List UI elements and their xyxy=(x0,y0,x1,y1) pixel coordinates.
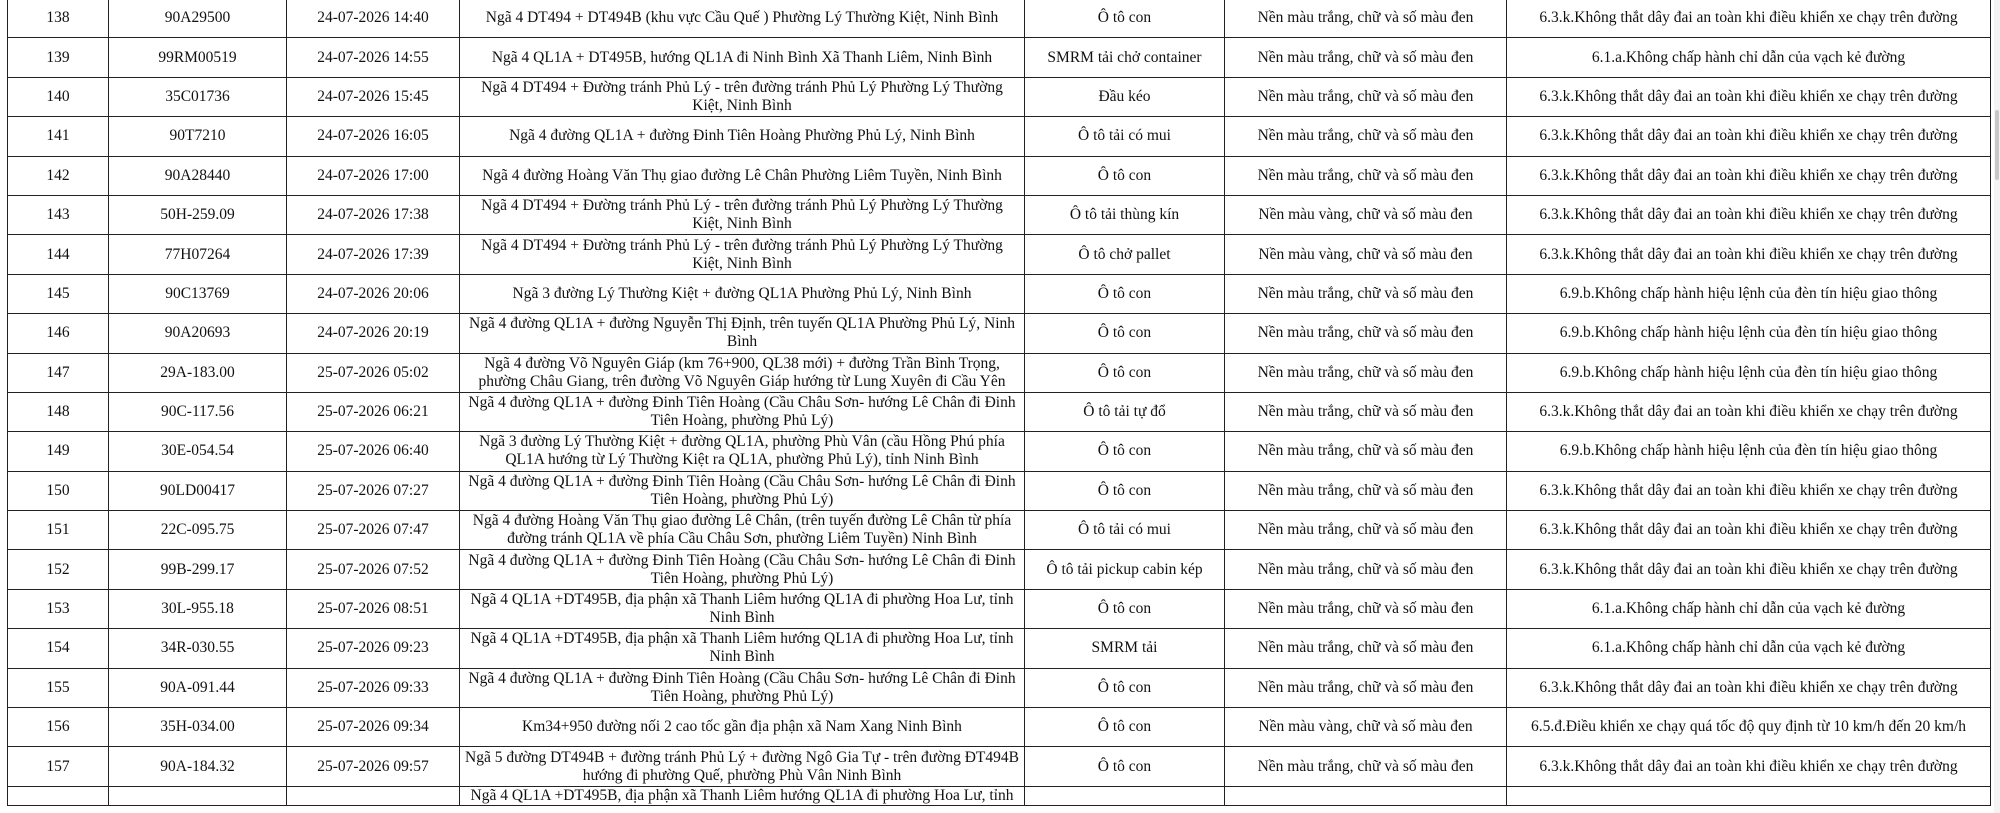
location-cell: Ngã 4 đường Hoàng Văn Thụ giao đường Lê Chân Phường Liêm Tuyền, Ninh Bình xyxy=(460,156,1025,195)
violation-cell: 6.9.b.Không chấp hành hiệu lệnh của đèn tín hiệu giao thông xyxy=(1507,314,1991,353)
violation-time-cell: 24-07-2026 20:06 xyxy=(287,274,460,313)
table-row xyxy=(8,195,1991,234)
license-plate-cell: 90C-117.56 xyxy=(109,392,287,431)
plate-color-cell: Nền màu trắng, chữ và số màu đen xyxy=(1225,314,1507,353)
vehicle-type-cell: Đầu kéo xyxy=(1025,77,1225,116)
table-row xyxy=(8,471,1991,510)
vehicle-type-cell: Ô tô con xyxy=(1025,353,1225,392)
location-cell: Ngã 3 đường Lý Thường Kiệt + đường QL1A, phường Phù Vân (cầu Hồng Phú phía QL1A hướng từ Lý Thường Kiệt ra QL1A, phường Phủ Lý), tỉnh Ninh Bình xyxy=(460,432,1025,471)
table-row-partial xyxy=(8,786,1991,805)
table-row xyxy=(8,432,1991,471)
vehicle-type-cell: SMRM tải chở container xyxy=(1025,38,1225,77)
plate-color-cell: Nền màu trắng, chữ và số màu đen xyxy=(1225,432,1507,471)
violation-time-cell: 25-07-2026 08:51 xyxy=(287,589,460,628)
vehicle-type-cell xyxy=(1025,786,1225,805)
violation-cell: 6.3.k.Không thắt dây đai an toàn khi điều khiển xe chạy trên đường xyxy=(1507,668,1991,707)
violation-time-cell: 24-07-2026 17:00 xyxy=(287,156,460,195)
location-cell: Ngã 4 đường QL1A + đường Đinh Tiên Hoàng Phường Phủ Lý, Ninh Bình xyxy=(460,117,1025,156)
violation-time-cell: 24-07-2026 15:45 xyxy=(287,77,460,116)
violation-time-cell: 25-07-2026 09:34 xyxy=(287,708,460,747)
violation-time-cell: 24-07-2026 20:19 xyxy=(287,314,460,353)
vehicle-type-cell: Ô tô con xyxy=(1025,747,1225,786)
violation-time-cell: 25-07-2026 09:23 xyxy=(287,629,460,668)
table-row xyxy=(8,668,1991,707)
license-plate-cell: 34R-030.55 xyxy=(109,629,287,668)
violation-cell: 6.3.k.Không thắt dây đai an toàn khi điều khiển xe chạy trên đường xyxy=(1507,156,1991,195)
license-plate-cell: 90A29500 xyxy=(109,0,287,38)
license-plate-cell: 29A-183.00 xyxy=(109,353,287,392)
table-row xyxy=(8,392,1991,431)
location-cell: Ngã 4 đường QL1A + đường Đinh Tiên Hoàng (Cầu Châu Sơn- hướng Lê Chân đi Đinh Tiên Hoàng, phường Phủ Lý) xyxy=(460,392,1025,431)
violation-cell: 6.3.k.Không thắt dây đai an toàn khi điều khiển xe chạy trên đường xyxy=(1507,235,1991,274)
plate-color-cell: Nền màu trắng, chữ và số màu đen xyxy=(1225,747,1507,786)
plate-color-cell: Nền màu vàng, chữ và số màu đen xyxy=(1225,195,1507,234)
vehicle-type-cell: Ô tô chở pallet xyxy=(1025,235,1225,274)
plate-color-cell: Nền màu trắng, chữ và số màu đen xyxy=(1225,629,1507,668)
plate-color-cell: Nền màu trắng, chữ và số màu đen xyxy=(1225,274,1507,313)
vehicle-type-cell: Ô tô tải thùng kín xyxy=(1025,195,1225,234)
vehicle-type-cell: Ô tô con xyxy=(1025,314,1225,353)
license-plate-cell: 30L-955.18 xyxy=(109,589,287,628)
license-plate-cell: 90T7210 xyxy=(109,117,287,156)
plate-color-cell xyxy=(1225,786,1507,805)
row-number-cell: 140 xyxy=(8,77,109,116)
location-cell: Ngã 4 DT494 + DT494B (khu vực Cầu Quế ) Phường Lý Thường Kiệt, Ninh Bình xyxy=(460,0,1025,38)
vehicle-type-cell: Ô tô con xyxy=(1025,0,1225,38)
location-cell: Ngã 4 đường QL1A + đường Nguyễn Thị Định, trên tuyến QL1A Phường Phủ Lý, Ninh Bình xyxy=(460,314,1025,353)
plate-color-cell: Nền màu trắng, chữ và số màu đen xyxy=(1225,353,1507,392)
vehicle-type-cell: Ô tô tải pickup cabin kép xyxy=(1025,550,1225,589)
license-plate-cell: 90A-091.44 xyxy=(109,668,287,707)
violation-cell: 6.3.k.Không thắt dây đai an toàn khi điều khiển xe chạy trên đường xyxy=(1507,195,1991,234)
row-number-cell: 152 xyxy=(8,550,109,589)
row-number-cell: 146 xyxy=(8,314,109,353)
violation-cell: 6.1.a.Không chấp hành chỉ dẫn của vạch kẻ đường xyxy=(1507,38,1991,77)
vehicle-type-cell: Ô tô tải có mui xyxy=(1025,117,1225,156)
table-row xyxy=(8,235,1991,274)
table-row xyxy=(8,629,1991,668)
scrollbar-thumb[interactable] xyxy=(1995,110,1999,180)
license-plate-cell: 50H-259.09 xyxy=(109,195,287,234)
violation-cell: 6.3.k.Không thắt dây đai an toàn khi điều khiển xe chạy trên đường xyxy=(1507,117,1991,156)
row-number-cell: 157 xyxy=(8,747,109,786)
violation-time-cell: 25-07-2026 09:33 xyxy=(287,668,460,707)
violation-time-cell: 25-07-2026 07:52 xyxy=(287,550,460,589)
violation-time-cell: 24-07-2026 14:55 xyxy=(287,38,460,77)
plate-color-cell: Nền màu trắng, chữ và số màu đen xyxy=(1225,668,1507,707)
violation-cell: 6.3.k.Không thắt dây đai an toàn khi điều khiển xe chạy trên đường xyxy=(1507,392,1991,431)
violation-table-body xyxy=(8,0,1991,805)
table-row xyxy=(8,0,1991,38)
violation-cell: 6.3.k.Không thắt dây đai an toàn khi điều khiển xe chạy trên đường xyxy=(1507,747,1991,786)
plate-color-cell: Nền màu vàng, chữ và số màu đen xyxy=(1225,708,1507,747)
location-cell: Ngã 4 đường Hoàng Văn Thụ giao đường Lê Chân, (trên tuyến đường Lê Chân từ phía đường tránh QL1A về phía Cầu Châu Sơn, phường Liêm Tuyền) Ninh Bình xyxy=(460,511,1025,550)
plate-color-cell: Nền màu vàng, chữ và số màu đen xyxy=(1225,235,1507,274)
violation-cell: 6.3.k.Không thắt dây đai an toàn khi điều khiển xe chạy trên đường xyxy=(1507,471,1991,510)
location-cell: Km34+950 đường nối 2 cao tốc gần địa phận xã Nam Xang Ninh Bình xyxy=(460,708,1025,747)
row-number-cell: 150 xyxy=(8,471,109,510)
row-number-cell: 156 xyxy=(8,708,109,747)
violation-time-cell: 25-07-2026 07:27 xyxy=(287,471,460,510)
row-number-cell: 148 xyxy=(8,392,109,431)
license-plate-cell: 90A-184.32 xyxy=(109,747,287,786)
table-row xyxy=(8,747,1991,786)
vehicle-type-cell: Ô tô tải tự đổ xyxy=(1025,392,1225,431)
license-plate-cell: 90A20693 xyxy=(109,314,287,353)
row-number-cell: 138 xyxy=(8,0,109,38)
vehicle-type-cell: SMRM tải xyxy=(1025,629,1225,668)
location-cell: Ngã 4 đường QL1A + đường Đinh Tiên Hoàng (Cầu Châu Sơn- hướng Lê Chân đi Đinh Tiên Hoàng, phường Phủ Lý) xyxy=(460,550,1025,589)
plate-color-cell: Nền màu trắng, chữ và số màu đen xyxy=(1225,38,1507,77)
violation-time-cell: 24-07-2026 17:39 xyxy=(287,235,460,274)
row-number-cell: 142 xyxy=(8,156,109,195)
vehicle-type-cell: Ô tô con xyxy=(1025,274,1225,313)
violation-table-container xyxy=(7,0,1991,806)
license-plate-cell xyxy=(109,786,287,805)
plate-color-cell: Nền màu trắng, chữ và số màu đen xyxy=(1225,589,1507,628)
license-plate-cell: 35H-034.00 xyxy=(109,708,287,747)
plate-color-cell: Nền màu trắng, chữ và số màu đen xyxy=(1225,511,1507,550)
violation-cell: 6.9.b.Không chấp hành hiệu lệnh của đèn tín hiệu giao thông xyxy=(1507,353,1991,392)
row-number-cell: 143 xyxy=(8,195,109,234)
license-plate-cell: 99B-299.17 xyxy=(109,550,287,589)
vehicle-type-cell: Ô tô con xyxy=(1025,156,1225,195)
row-number-cell: 147 xyxy=(8,353,109,392)
license-plate-cell: 35C01736 xyxy=(109,77,287,116)
vehicle-type-cell: Ô tô con xyxy=(1025,432,1225,471)
violation-cell: 6.9.b.Không chấp hành hiệu lệnh của đèn tín hiệu giao thông xyxy=(1507,274,1991,313)
violation-time-cell: 25-07-2026 09:57 xyxy=(287,747,460,786)
location-cell: Ngã 4 DT494 + Đường tránh Phủ Lý - trên đường tránh Phủ Lý Phường Lý Thường Kiệt, Ninh Bình xyxy=(460,195,1025,234)
violation-cell: 6.1.a.Không chấp hành chỉ dẫn của vạch kẻ đường xyxy=(1507,589,1991,628)
location-cell: Ngã 4 đường QL1A + đường Đinh Tiên Hoàng (Cầu Châu Sơn- hướng Lê Chân đi Đinh Tiên Hoàng, phường Phủ Lý) xyxy=(460,471,1025,510)
table-row xyxy=(8,156,1991,195)
table-row xyxy=(8,353,1991,392)
row-number-cell: 155 xyxy=(8,668,109,707)
location-cell: Ngã 3 đường Lý Thường Kiệt + đường QL1A Phường Phủ Lý, Ninh Bình xyxy=(460,274,1025,313)
location-cell: Ngã 4 đường Võ Nguyên Giáp (km 76+900, QL38 mới) + đường Trần Bình Trọng, phường Châu Giang, trên đường Võ Nguyên Giáp hướng từ Lung Xuyên đi Cầu Yên xyxy=(460,353,1025,392)
violation-time-cell: 24-07-2026 14:40 xyxy=(287,0,460,38)
license-plate-cell: 22C-095.75 xyxy=(109,511,287,550)
violation-table xyxy=(7,0,1991,806)
violation-time-cell: 24-07-2026 17:38 xyxy=(287,195,460,234)
location-cell: Ngã 4 DT494 + Đường tránh Phủ Lý - trên đường tránh Phủ Lý Phường Lý Thường Kiệt, Ninh Bình xyxy=(460,77,1025,116)
table-row xyxy=(8,38,1991,77)
location-cell: Ngã 5 đường DT494B + đường tránh Phủ Lý + đường Ngô Gia Tự - trên đường ĐT494B hướng đi phường Quế, phường Phù Vân Ninh Bình xyxy=(460,747,1025,786)
license-plate-cell: 90C13769 xyxy=(109,274,287,313)
violation-cell: 6.3.k.Không thắt dây đai an toàn khi điều khiển xe chạy trên đường xyxy=(1507,0,1991,38)
location-cell: Ngã 4 QL1A +DT495B, địa phận xã Thanh Liêm hướng QL1A đi phường Hoa Lư, tỉnh Ninh Bình xyxy=(460,589,1025,628)
row-number-cell: 153 xyxy=(8,589,109,628)
violation-time-cell: 25-07-2026 05:02 xyxy=(287,353,460,392)
violation-time-cell: 24-07-2026 16:05 xyxy=(287,117,460,156)
violation-time-cell: 25-07-2026 07:47 xyxy=(287,511,460,550)
plate-color-cell: Nền màu trắng, chữ và số màu đen xyxy=(1225,156,1507,195)
vehicle-type-cell: Ô tô con xyxy=(1025,589,1225,628)
license-plate-cell: 90LD00417 xyxy=(109,471,287,510)
table-row xyxy=(8,589,1991,628)
violation-cell: 6.3.k.Không thắt dây đai an toàn khi điều khiển xe chạy trên đường xyxy=(1507,550,1991,589)
table-row xyxy=(8,274,1991,313)
violation-cell: 6.1.a.Không chấp hành chỉ dẫn của vạch kẻ đường xyxy=(1507,629,1991,668)
location-cell: Ngã 4 QL1A +DT495B, địa phận xã Thanh Liêm hướng QL1A đi phường Hoa Lư, tỉnh Ninh Bình xyxy=(460,629,1025,668)
plate-color-cell: Nền màu trắng, chữ và số màu đen xyxy=(1225,117,1507,156)
plate-color-cell: Nền màu trắng, chữ và số màu đen xyxy=(1225,471,1507,510)
row-number-cell: 141 xyxy=(8,117,109,156)
plate-color-cell: Nền màu trắng, chữ và số màu đen xyxy=(1225,392,1507,431)
license-plate-cell: 77H07264 xyxy=(109,235,287,274)
violation-cell: 6.9.b.Không chấp hành hiệu lệnh của đèn tín hiệu giao thông xyxy=(1507,432,1991,471)
table-row xyxy=(8,117,1991,156)
table-row xyxy=(8,314,1991,353)
table-row xyxy=(8,708,1991,747)
location-cell: Ngã 4 đường QL1A + đường Đinh Tiên Hoàng (Cầu Châu Sơn- hướng Lê Chân đi Đinh Tiên Hoàng, phường Phủ Lý) xyxy=(460,668,1025,707)
location-cell: Ngã 4 DT494 + Đường tránh Phủ Lý - trên đường tránh Phủ Lý Phường Lý Thường Kiệt, Ninh Bình xyxy=(460,235,1025,274)
vehicle-type-cell: Ô tô con xyxy=(1025,471,1225,510)
row-number-cell: 154 xyxy=(8,629,109,668)
vertical-scrollbar[interactable] xyxy=(1994,0,2000,813)
violation-time-cell: 25-07-2026 06:21 xyxy=(287,392,460,431)
row-number-cell: 145 xyxy=(8,274,109,313)
license-plate-cell: 99RM00519 xyxy=(109,38,287,77)
location-cell: Ngã 4 QL1A +DT495B, địa phận xã Thanh Liêm hướng QL1A đi phường Hoa Lư, tỉnh xyxy=(460,786,1025,805)
location-cell: Ngã 4 QL1A + DT495B, hướng QL1A đi Ninh Bình Xã Thanh Liêm, Ninh Bình xyxy=(460,38,1025,77)
vehicle-type-cell: Ô tô con xyxy=(1025,668,1225,707)
violation-cell: 6.3.k.Không thắt dây đai an toàn khi điều khiển xe chạy trên đường xyxy=(1507,511,1991,550)
row-number-cell: 139 xyxy=(8,38,109,77)
license-plate-cell: 90A28440 xyxy=(109,156,287,195)
table-row xyxy=(8,550,1991,589)
plate-color-cell: Nền màu trắng, chữ và số màu đen xyxy=(1225,0,1507,38)
row-number-cell: 144 xyxy=(8,235,109,274)
plate-color-cell: Nền màu trắng, chữ và số màu đen xyxy=(1225,77,1507,116)
table-row xyxy=(8,511,1991,550)
violation-cell xyxy=(1507,786,1991,805)
violation-cell: 6.5.đ.Điều khiển xe chạy quá tốc độ quy định từ 10 km/h đến 20 km/h xyxy=(1507,708,1991,747)
plate-color-cell: Nền màu trắng, chữ và số màu đen xyxy=(1225,550,1507,589)
vehicle-type-cell: Ô tô tải có mui xyxy=(1025,511,1225,550)
violation-cell: 6.3.k.Không thắt dây đai an toàn khi điều khiển xe chạy trên đường xyxy=(1507,77,1991,116)
table-row xyxy=(8,77,1991,116)
row-number-cell xyxy=(8,786,109,805)
row-number-cell: 151 xyxy=(8,511,109,550)
row-number-cell: 149 xyxy=(8,432,109,471)
vehicle-type-cell: Ô tô con xyxy=(1025,708,1225,747)
license-plate-cell: 30E-054.54 xyxy=(109,432,287,471)
violation-time-cell xyxy=(287,786,460,805)
violation-time-cell: 25-07-2026 06:40 xyxy=(287,432,460,471)
